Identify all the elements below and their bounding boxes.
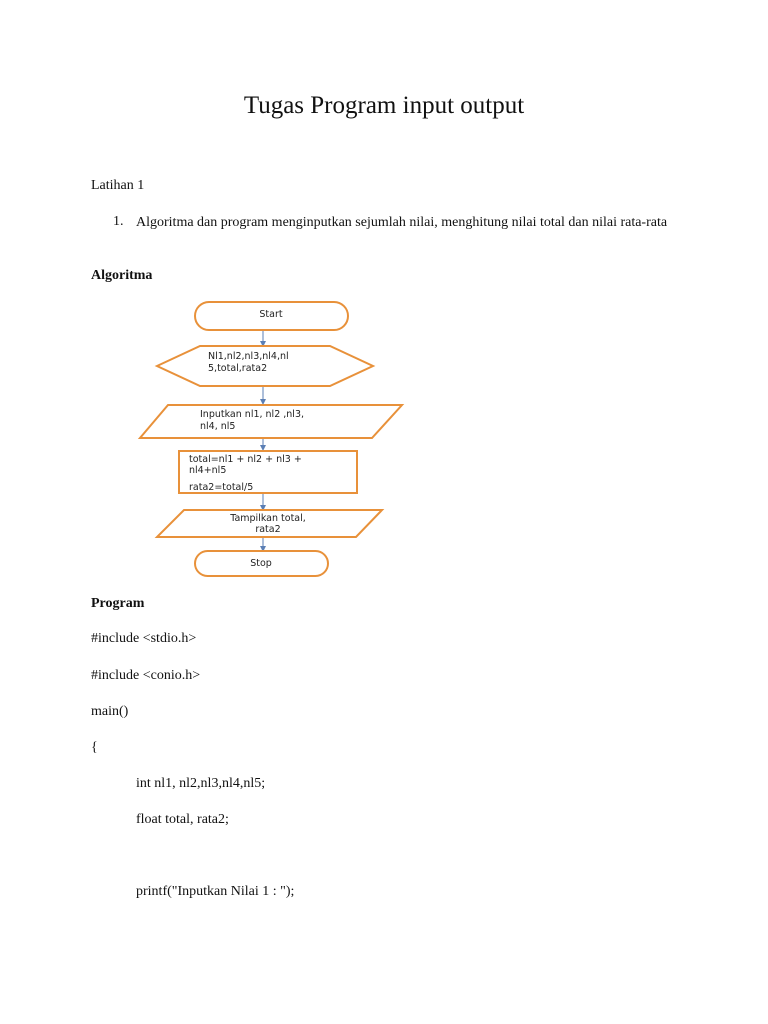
code-line: { [91,740,98,755]
flow-input-label-2: nl4, nl5 [200,421,236,432]
list-item-text: Algoritma dan program menginputkan sejumlah nilai, menghitung nilai total dan nilai rata-rata [136,215,668,230]
flow-process-label-3: rata2=total/5 [189,482,254,493]
flow-input-label-1: Inputkan nl1, nl2 ,nl3, [200,409,305,420]
code-line: main() [91,704,129,719]
flow-process-label-2: nl4+nl5 [189,465,227,476]
flow-process-label-1: total=nl1 + nl2 + nl3 + [189,454,302,465]
flow-declare-label-2: 5,total,rata2 [208,363,268,374]
code-line: #include <stdio.h> [91,631,197,646]
list-item-number: 1. [113,214,124,229]
flow-output-label-2: rata2 [255,524,281,535]
flow-output-label-1: Tampilkan total, [230,513,306,524]
program-heading: Program [91,596,145,611]
flow-declare-label-1: Nl1,nl2,nl3,nl4,nl [208,351,289,362]
page-title: Tugas Program input output [243,92,525,119]
code-line: #include <conio.h> [91,668,201,683]
flow-start-label: Start [259,309,283,320]
flow-stop-label: Stop [250,558,272,569]
code-line: float total, rata2; [136,812,229,827]
code-line: int nl1, nl2,nl3,nl4,nl5; [136,776,266,791]
code-line: printf("Inputkan Nilai 1 : "); [136,884,295,899]
algoritma-heading: Algoritma [91,268,153,283]
section-subtitle: Latihan 1 [91,178,145,193]
